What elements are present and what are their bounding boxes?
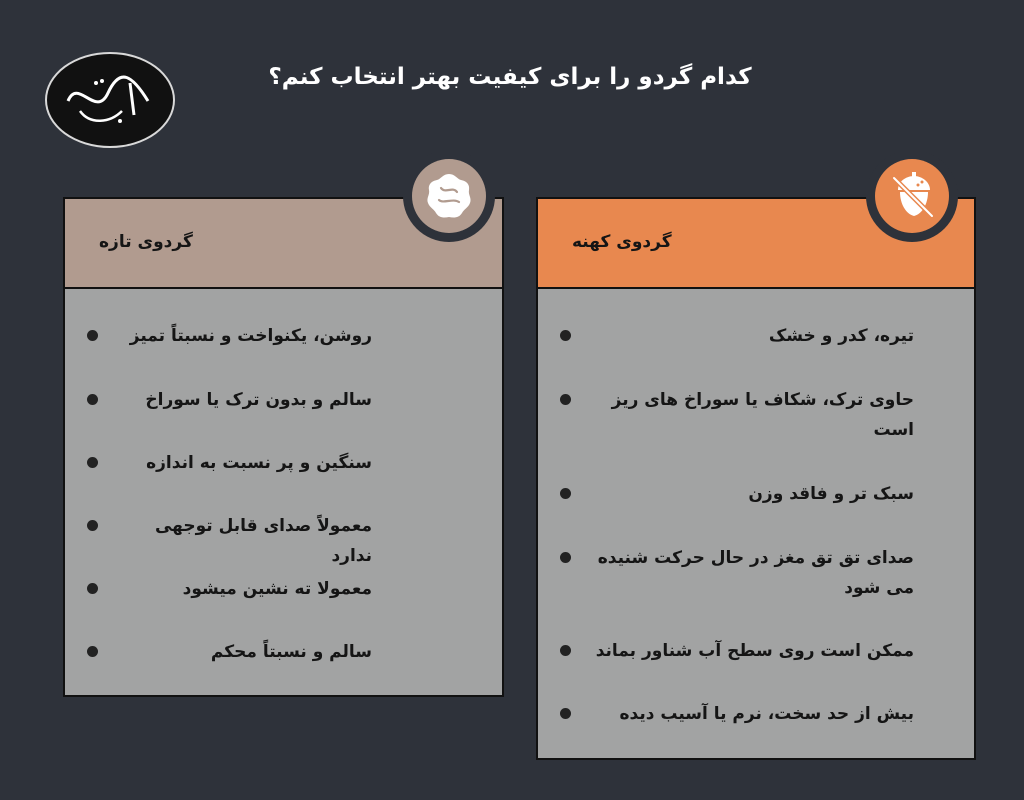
list-item: تیره، کدر و خشک	[560, 321, 914, 351]
fresh-walnut-title: گردوی تازه	[99, 232, 193, 252]
bullet-icon	[560, 645, 571, 656]
bullet-icon	[87, 457, 98, 468]
list-item: سالم و بدون ترک یا سوراخ	[87, 385, 372, 415]
crossed-acorn-icon	[886, 170, 938, 222]
bullet-icon	[560, 488, 571, 499]
bullet-icon	[87, 330, 98, 341]
list-item: حاوی ترک، شکاف یا سوراخ های ریز است	[560, 385, 914, 445]
logo-calligraphy	[50, 57, 170, 143]
bullet-icon	[87, 394, 98, 405]
fresh-walnut-card	[63, 197, 504, 697]
list-item: معمولاً صدای قابل توجهی ندارد	[87, 511, 372, 571]
list-item: سنگین و پر نسبت به اندازه	[87, 448, 372, 478]
list-item: سبک تر و فاقد وزن	[560, 479, 914, 509]
old-walnut-title: گردوی کهنه	[572, 232, 672, 252]
list-item: سالم و نسبتاً محکم	[87, 637, 372, 667]
page-title: کدام گردو را برای کیفیت بهتر انتخاب کنم؟	[268, 64, 752, 90]
bullet-icon	[87, 520, 98, 531]
bullet-icon	[560, 330, 571, 341]
old-walnut-card	[536, 197, 976, 760]
list-item: صدای تق تق مغز در حال حرکت شنیده می شود	[560, 543, 914, 603]
walnut-kernel-icon	[423, 170, 475, 222]
list-item: بیش از حد سخت، نرم یا آسیب دیده	[560, 699, 914, 729]
bullet-icon	[560, 708, 571, 719]
list-item: معمولا ته نشین میشود	[87, 574, 372, 604]
bullet-icon	[87, 583, 98, 594]
bullet-icon	[560, 552, 571, 563]
brand-logo	[45, 52, 175, 148]
bullet-icon	[87, 646, 98, 657]
bullet-icon	[560, 394, 571, 405]
list-item: ممکن است روی سطح آب شناور بماند	[560, 636, 914, 666]
old-walnut-badge	[866, 150, 958, 242]
fresh-walnut-badge	[403, 150, 495, 242]
list-item: روشن، یکنواخت و نسبتاً تمیز	[87, 321, 372, 351]
